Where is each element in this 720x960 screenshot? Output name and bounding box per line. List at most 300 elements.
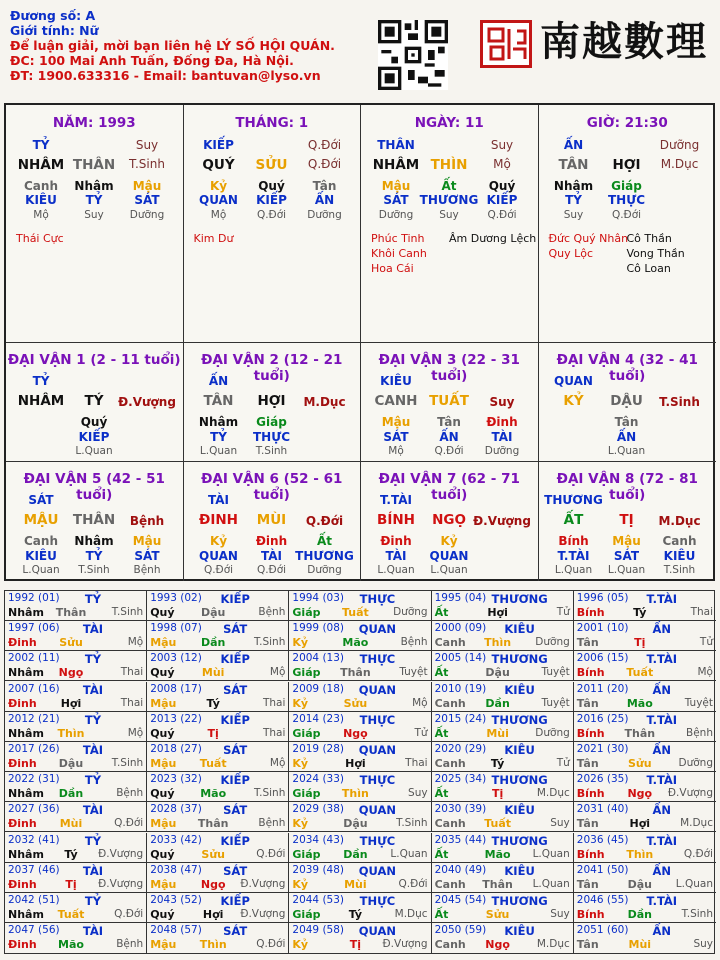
year-god: ẤN: [652, 622, 672, 637]
dai-van-hidden-phase: L.Quan: [607, 564, 646, 576]
dai-van-god: KIÊU: [380, 374, 412, 388]
year-god: KIÊU: [504, 924, 535, 939]
year-branch: Sửu: [201, 847, 225, 861]
year-branch: Ngọ: [485, 938, 510, 952]
dai-van-hidden-phase: L.Quan: [377, 564, 415, 576]
year-branch: Dần: [485, 696, 510, 710]
year-cell: [432, 651, 574, 681]
year-phase: Tuyệt: [541, 696, 570, 709]
year-label: 1995 (04): [434, 592, 487, 604]
pillar-phase: Mộ: [210, 209, 227, 221]
year-branch: Mão: [342, 636, 369, 650]
year-stem: Ất: [434, 787, 449, 801]
year-god: THỰC: [359, 894, 396, 908]
year-label: 2045 (54): [434, 894, 487, 906]
dai-van-hidden-god: KIÊU: [663, 549, 696, 563]
year-label: 2033 (42): [150, 833, 202, 846]
year-god: QUAN: [358, 803, 397, 818]
pillar-text: HỢI: [612, 157, 641, 173]
qr-code-icon: [378, 20, 448, 90]
year-cell: [574, 591, 716, 621]
year-phase: Mộ: [269, 666, 286, 679]
year-god: SÁT: [223, 924, 248, 939]
year-label: 2046 (55): [576, 894, 629, 906]
dai-van-stem: ĐINH: [199, 512, 238, 528]
year-phase: Q.Đới: [114, 908, 144, 920]
dai-van-god: T.TÀI: [380, 493, 412, 507]
year-cell: [432, 833, 574, 863]
dai-van-hidden-god: SÁT: [613, 549, 640, 563]
dai-van-hidden-god: QUAN: [429, 549, 469, 563]
year-phase: L.Quan: [390, 847, 428, 860]
year-stem: Đinh: [8, 696, 37, 710]
year-cell: [574, 621, 716, 651]
year-phase: T.Sinh: [253, 787, 286, 800]
year-god: T.TÀI: [646, 592, 678, 606]
dai-van-title: ĐẠI VẬN 2 (12 - 21 tuổi): [201, 352, 343, 384]
year-cell: [5, 591, 147, 621]
pillar-phase: Dưỡng: [378, 209, 414, 221]
year-label: 2008 (17): [150, 682, 202, 695]
year-label: 2010 (19): [434, 682, 487, 695]
year-stem: Đinh: [8, 817, 37, 831]
year-label: 2034 (43): [292, 833, 345, 846]
year-stem: Canh: [434, 817, 466, 831]
year-stem: Đinh: [8, 938, 37, 952]
year-god: QUAN: [358, 682, 397, 697]
dai-van-hidden-phase: Dưỡng: [484, 445, 520, 457]
year-phase: T.Sinh: [253, 636, 286, 649]
year-phase: L.Quan: [532, 877, 570, 890]
dai-van-branch: TUẤT: [429, 393, 469, 409]
dai-van-hidden: Tân: [437, 415, 461, 429]
year-branch: Sửu: [485, 908, 510, 921]
year-cell: [5, 893, 147, 923]
pillar-text: TỶ: [565, 193, 582, 207]
year-cell: [5, 863, 147, 893]
dai-van-branch: TÝ: [84, 393, 104, 409]
year-phase: Mộ: [127, 636, 144, 649]
year-stem: Nhâm: [8, 787, 44, 801]
dai-van-branch: MÙI: [256, 512, 287, 528]
year-label: 2037 (46): [8, 863, 60, 876]
year-stem: Bính: [576, 606, 605, 619]
year-god: TÀI: [82, 682, 104, 697]
pillar-text: Mậu: [132, 179, 162, 193]
year-branch: Dậu: [485, 666, 510, 680]
year-god: SÁT: [223, 622, 248, 637]
year-cell: [147, 923, 289, 953]
year-label: 2039 (48): [292, 863, 345, 876]
year-cell: [432, 682, 574, 712]
year-god: ẤN: [652, 803, 672, 818]
year-stem: Bính: [576, 847, 605, 861]
year-god: T.TÀI: [646, 712, 678, 727]
year-god: TÀI: [82, 622, 104, 637]
year-god: KIẾP: [220, 773, 250, 788]
year-stem: Mậu: [150, 636, 177, 650]
year-branch: Tuất: [484, 817, 511, 831]
year-cell: [432, 742, 574, 772]
gender: Giới tính: Nữ: [10, 23, 99, 38]
year-branch: Thìn: [199, 938, 227, 952]
dai-van-stem: MẬU: [23, 512, 59, 528]
year-label: 2027 (36): [8, 803, 60, 816]
year-god: KIÊU: [504, 743, 535, 757]
year-god: KIÊU: [504, 803, 535, 818]
pillar-phase: Q.Đới: [611, 209, 642, 221]
year-branch: Mùi: [628, 938, 652, 952]
year-god: THỰC: [359, 652, 396, 667]
year-phase: Thai: [690, 606, 713, 618]
year-label: 1998 (07): [150, 622, 202, 635]
year-stem: Quý: [150, 847, 175, 861]
dai-van-cell: [184, 343, 362, 462]
dai-van-branch: THÂN: [72, 512, 116, 528]
year-stem: Kỷ: [292, 938, 309, 952]
year-phase: T.Sinh: [396, 817, 428, 830]
dai-van-hidden-phase: L.Quan: [75, 445, 113, 457]
year-branch: Tị: [65, 877, 77, 891]
year-branch: Mão: [200, 787, 227, 801]
pillar-text: Canh: [24, 179, 58, 193]
pillar-text: Mậu: [381, 179, 411, 193]
year-cell: [147, 712, 289, 742]
year-cell: [574, 833, 716, 863]
year-phase: Dưỡng: [535, 726, 570, 739]
year-phase: M.Dục: [536, 938, 570, 951]
dai-van-title: ĐẠI VẬN 8 (72 - 81 tuổi): [556, 471, 698, 503]
year-phase: Tuyệt: [541, 666, 570, 679]
pillar-text: NHÂM: [372, 157, 420, 173]
year-branch: Tý: [348, 908, 363, 921]
year-god: KIÊU: [504, 863, 535, 878]
year-stem: Quý: [150, 787, 175, 801]
year-god: ẤN: [652, 743, 672, 757]
year-label: 2041 (50): [576, 863, 629, 876]
year-cell: [432, 712, 574, 742]
dai-van-stem: NHÂM: [17, 393, 65, 409]
pillar-text: Nhâm: [553, 179, 594, 193]
year-god: THỰC: [359, 592, 396, 606]
star-left: Kim Dư: [193, 232, 234, 245]
year-phase: M.Dục: [680, 817, 713, 830]
year-label: 2018 (27): [150, 743, 202, 755]
year-cell: [574, 893, 716, 923]
dai-van-title: ĐẠI VẬN 1 (2 - 11 tuổi): [7, 352, 181, 368]
year-label: 2026 (35): [576, 773, 629, 786]
dai-van-god: QUAN: [554, 374, 593, 388]
dai-van-hidden: Nhâm: [198, 415, 239, 429]
year-phase: Q.Đới: [256, 938, 286, 951]
year-stem: Nhâm: [8, 606, 44, 619]
year-branch: Dậu: [343, 817, 368, 831]
year-god: TÀI: [82, 803, 104, 818]
dai-van-branch: DẬU: [610, 393, 643, 409]
year-label: 2029 (38): [292, 803, 345, 816]
pillar-text: Nhâm: [74, 179, 114, 193]
dai-van-god: TỶ: [32, 374, 50, 388]
year-branch: Dần: [343, 847, 368, 861]
year-phase: Suy: [408, 787, 428, 800]
year-stem: Giáp: [292, 908, 321, 921]
year-stem: Tân: [576, 817, 599, 831]
dai-van-cell: [184, 462, 362, 581]
owner-name: Đương số: A: [10, 8, 96, 23]
year-phase: Đ.Vượng: [667, 787, 713, 800]
year-table: [4, 590, 715, 954]
year-label: 2028 (37): [150, 803, 202, 816]
year-stem: Đinh: [8, 877, 37, 891]
year-god: TỶ: [84, 833, 102, 848]
year-stem: Canh: [434, 877, 466, 891]
pillar-text: THÌN: [430, 157, 468, 173]
year-phase: Mộ: [412, 696, 428, 709]
year-cell: [5, 802, 147, 832]
dai-van-hidden-god: TÀI: [491, 430, 513, 444]
year-label: 2042 (51): [8, 894, 60, 906]
dai-van-hidden: Giáp: [256, 415, 287, 429]
star-left: Thái Cực: [16, 232, 64, 245]
dai-van-branch: TỊ: [619, 512, 634, 528]
year-cell: [289, 772, 431, 802]
year-phase: Bệnh: [686, 726, 713, 739]
star-right: Vong Thần: [626, 247, 685, 260]
dai-van-branch: NGỌ: [432, 512, 466, 528]
dai-van-hidden: Mậu: [132, 534, 162, 548]
year-label: 1997 (06): [8, 622, 60, 635]
year-stem: Đinh: [8, 636, 37, 650]
pillar-text: THỰC: [607, 193, 646, 207]
pillar-text: Suy: [135, 138, 159, 152]
year-cell: [147, 833, 289, 863]
year-cell: [574, 712, 716, 742]
pillar-text: Dưỡng: [659, 138, 700, 152]
year-label: 2003 (12): [150, 652, 202, 665]
year-cell: [289, 863, 431, 893]
year-phase: Đ.Vượng: [98, 877, 144, 890]
year-god: TỶ: [84, 652, 102, 667]
year-god: QUAN: [358, 924, 397, 939]
pillar-text: Q.Đới: [307, 138, 342, 152]
year-stem: Bính: [576, 726, 605, 740]
year-label: 2016 (25): [576, 712, 629, 725]
year-phase: Dưỡng: [393, 606, 428, 618]
year-branch: Dậu: [200, 606, 226, 619]
dai-van-title: ĐẠI VẬN 5 (42 - 51 tuổi): [23, 471, 165, 503]
year-branch: Thìn: [57, 726, 85, 740]
pillar-phase: Suy: [563, 209, 584, 221]
dai-van-hidden-phase: Dưỡng: [307, 564, 342, 576]
dai-van-cell: [6, 462, 184, 581]
header-info: [10, 8, 335, 83]
year-label: 2032 (41): [8, 833, 60, 846]
dai-van-hidden: Tân: [614, 415, 639, 429]
pillar-text: QUÝ: [202, 157, 235, 173]
year-cell: [289, 923, 431, 953]
year-label: 2025 (34): [434, 773, 487, 786]
year-god: THỰC: [359, 833, 396, 848]
pillar-text: Q.Đới: [307, 157, 342, 171]
year-branch: Thân: [340, 666, 371, 680]
dai-van-hidden: Đinh: [380, 534, 412, 548]
year-stem: Canh: [434, 938, 466, 952]
year-branch: Thìn: [626, 847, 654, 861]
year-label: 2022 (31): [8, 773, 60, 786]
year-label: 1992 (01): [8, 592, 60, 604]
year-god: T.TÀI: [646, 833, 678, 848]
year-label: 2040 (49): [434, 863, 487, 876]
year-phase: Tử: [699, 636, 713, 649]
year-god: QUAN: [358, 863, 397, 878]
year-cell: [5, 923, 147, 953]
year-phase: Bệnh: [116, 787, 144, 800]
dai-van-hidden-god: TỶ: [210, 430, 227, 444]
year-label: 2013 (22): [150, 712, 202, 725]
star-right: Âm Dương Lệch: [449, 232, 537, 245]
year-god: SÁT: [223, 803, 248, 818]
year-phase: Q.Đới: [398, 877, 428, 890]
year-branch: Hợi: [629, 817, 651, 831]
year-label: 1999 (08): [292, 622, 345, 635]
dai-van-hidden-god: TỶ: [85, 549, 103, 563]
pillar-phase: Suy: [84, 209, 104, 221]
dai-van-hidden-god: TÀI: [385, 549, 407, 563]
year-god: THƯƠNG: [491, 592, 548, 606]
year-stem: Kỷ: [292, 877, 309, 891]
year-branch: Mão: [484, 847, 511, 861]
dai-van-stem: KỶ: [563, 393, 584, 409]
year-god: THƯƠNG: [491, 894, 548, 908]
year-stem: Ất: [434, 606, 449, 619]
year-god: KIÊU: [504, 682, 535, 697]
dai-van-branch: HỢI: [257, 393, 286, 409]
year-god: KIẾP: [220, 592, 250, 606]
pillar-text: SỬU: [255, 157, 288, 173]
year-label: 2009 (18): [292, 682, 345, 695]
dai-van-phase: M.Dục: [303, 395, 346, 409]
year-stem: Đinh: [8, 757, 37, 770]
star-left: Quy Lộc: [548, 247, 594, 260]
dai-van-title: ĐẠI VẬN 3 (22 - 31 tuổi): [378, 352, 520, 384]
dai-van-phase: Bệnh: [129, 514, 165, 528]
year-label: 2019 (28): [292, 743, 345, 755]
year-stem: Ất: [434, 666, 449, 680]
year-cell: [432, 772, 574, 802]
dai-van-hidden: Mậu: [612, 534, 641, 548]
year-phase: Q.Đới: [256, 847, 286, 860]
star-right: Cô Loan: [626, 262, 671, 275]
dai-van-hidden-phase: Q.Đới: [203, 564, 234, 576]
dai-van-god: ẤN: [208, 374, 229, 388]
phone-email: ĐT: 1900.633316 - Email: bantuvan@lyso.vn: [10, 68, 321, 83]
year-stem: Canh: [434, 757, 466, 770]
year-branch: Tý: [633, 606, 647, 619]
dai-van-hidden-god: ẤN: [439, 430, 459, 444]
year-phase: Dưỡng: [678, 757, 713, 769]
year-cell: [432, 591, 574, 621]
pillar-text: KIẾP: [486, 193, 518, 207]
logo-text: 南越數理: [540, 18, 708, 65]
year-cell: [289, 742, 431, 772]
pillar-title: GIỜ: 21:30: [586, 115, 668, 131]
year-cell: [432, 863, 574, 893]
dai-van-hidden-god: T.TÀI: [557, 549, 590, 563]
year-god: ẤN: [652, 924, 672, 939]
year-branch: Tị: [207, 726, 219, 740]
year-cell: [432, 893, 574, 923]
dai-van-hidden: Nhâm: [74, 534, 114, 548]
year-label: 2050 (59): [434, 924, 487, 937]
year-cell: [147, 591, 289, 621]
year-label: 2030 (39): [434, 803, 487, 816]
year-phase: Thai: [405, 757, 428, 769]
year-phase: Mộ: [269, 757, 286, 769]
year-branch: Ngọ: [58, 666, 84, 680]
year-branch: Tuất: [199, 757, 227, 770]
year-phase: M.Dục: [536, 787, 570, 800]
year-stem: Mậu: [150, 757, 177, 770]
year-branch: Sửu: [628, 757, 652, 770]
year-phase: Đ.Vượng: [98, 847, 144, 860]
year-label: 2047 (56): [8, 924, 60, 937]
year-label: 2020 (29): [434, 743, 487, 755]
pillar-text: T.Sinh: [129, 157, 165, 171]
dai-van-hidden: Kỷ: [209, 534, 228, 548]
year-stem: Nhâm: [8, 726, 44, 740]
year-label: 2051 (60): [576, 924, 629, 937]
dai-van-title: ĐẠI VẬN 6 (52 - 61 tuổi): [201, 471, 343, 503]
pillar-title: NĂM: 1993: [52, 115, 136, 131]
dai-van-hidden-phase: L.Quan: [199, 445, 238, 457]
contact-note: Để luận giải, mời bạn liên hệ LÝ SỐ HỘI QUÁN.: [10, 38, 335, 53]
pillar-text: Quý: [258, 179, 285, 193]
year-cell: [432, 621, 574, 651]
year-branch: Thân: [482, 877, 513, 891]
year-god: TÀI: [82, 924, 104, 939]
dai-van-hidden: Đinh: [255, 534, 288, 548]
year-stem: Quý: [150, 726, 175, 740]
year-stem: Kỷ: [292, 757, 309, 770]
year-branch: Mùi: [59, 817, 83, 831]
year-stem: Giáp: [292, 787, 321, 801]
star-right: Cô Thần: [626, 232, 672, 245]
year-stem: Canh: [434, 696, 466, 710]
year-label: 2035 (44): [434, 833, 487, 846]
year-phase: Đ.Vượng: [240, 908, 286, 920]
year-label: 2023 (32): [150, 773, 202, 786]
dai-van-hidden: Quý: [80, 415, 108, 429]
year-god: QUAN: [358, 743, 397, 757]
year-branch: Tý: [490, 757, 505, 770]
dai-van-cell: [6, 343, 184, 462]
year-phase: Bệnh: [258, 817, 286, 830]
year-god: TỶ: [84, 712, 102, 727]
star-left: Hoa Cái: [371, 262, 414, 275]
year-phase: L.Quan: [532, 847, 570, 860]
pillar-text: SÁT: [134, 193, 160, 207]
year-label: 2017 (26): [8, 743, 60, 755]
pillar-cell: [184, 105, 362, 343]
pillar-text: Kỷ: [209, 179, 228, 193]
dai-van-cell: [539, 462, 717, 581]
year-phase: Thai: [262, 696, 286, 709]
pillar-text: ẤN: [563, 138, 584, 152]
year-stem: Quý: [150, 908, 175, 921]
dai-van-hidden-phase: Q.Đới: [434, 445, 464, 457]
star-left: Khôi Canh: [371, 247, 427, 260]
pillar-phase: Q.Đới: [487, 209, 517, 221]
